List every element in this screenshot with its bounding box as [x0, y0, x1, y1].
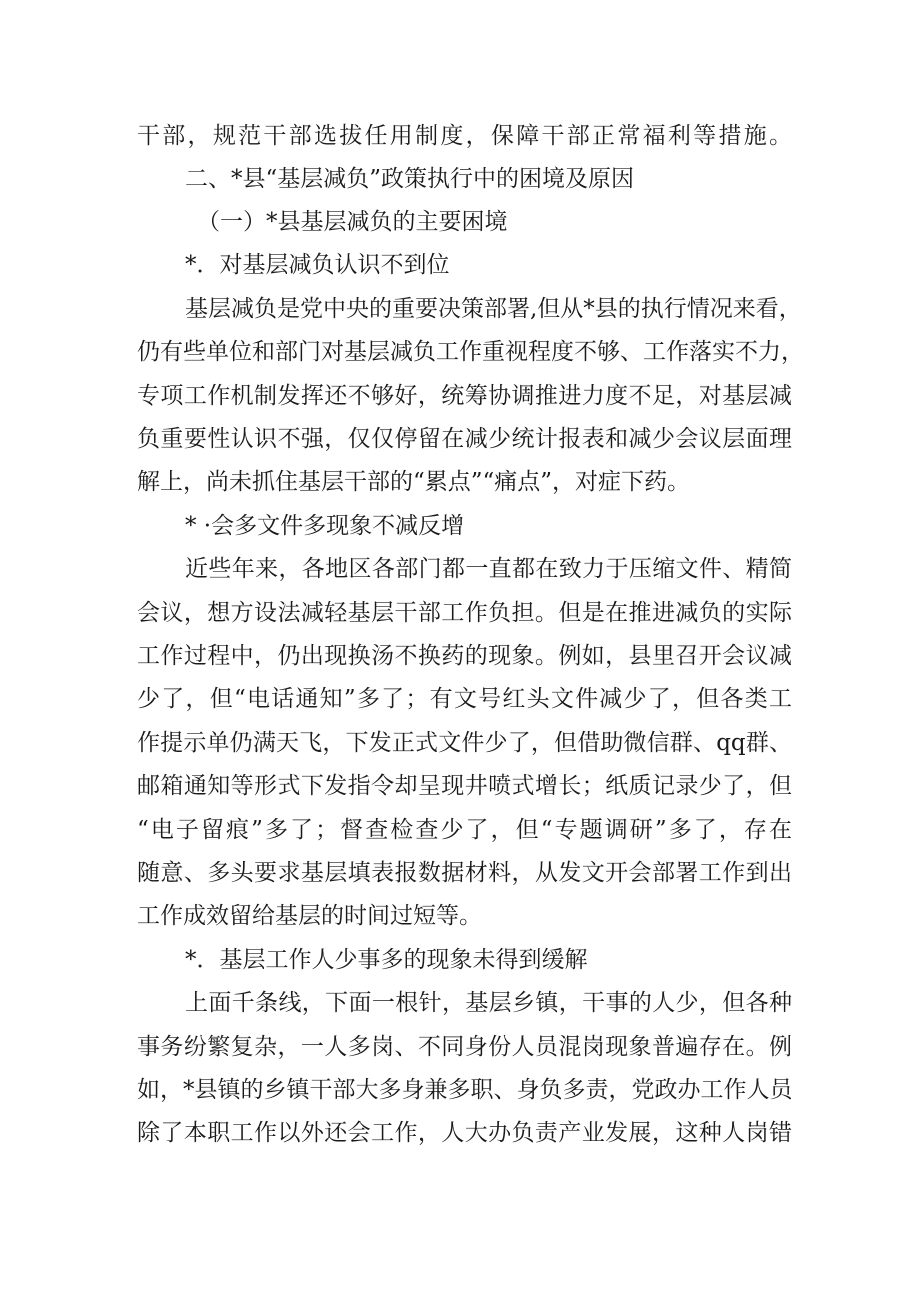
text-line: “电子留痕”多了；督查检查少了，但“专题调研”多了，存在 — [137, 817, 792, 843]
section-heading: 二、*县“基层减负”政策执行中的困境及原因 — [185, 166, 635, 192]
text-line: 邮箱通知等形式下发指令却呈现井喷式增长；纸质记录少了，但 — [137, 773, 792, 799]
text-line: 随意、多头要求基层填表报数据材料，从发文开会部署工作到出 — [137, 860, 792, 886]
text-line: 除了本职工作以外还会工作，人大办负责产业发展，这种人岗错 — [137, 1120, 792, 1146]
text-line: 解上，尚未抓住基层干部的“累点”“痛点”，对症下药。 — [137, 469, 691, 495]
text-line: 少了，但“电话通知”多了；有文号红头文件减少了，但各类工 — [137, 686, 792, 712]
text-line: 作提示单仍满天飞，下发正式文件少了，但借助微信群、qq群、 — [137, 730, 792, 756]
subsection-heading: （一）*县基层减负的主要困境 — [197, 209, 508, 235]
paragraph-first-line: 近些年来，各地区各部门都一直都在致力于压缩文件、精简 — [185, 556, 792, 582]
text-line: 工作过程中，仍出现换汤不换药的现象。例如，县里召开会议减 — [137, 643, 792, 669]
item-heading: *．对基层减负认识不到位 — [185, 252, 450, 278]
text-line: 事务纷繁复杂，一人多岗、不同身份人员混岗现象普遍存在。例 — [137, 1034, 792, 1060]
text-line: 专项工作机制发挥还不够好，统筹协调推进力度不足，对基层减 — [137, 383, 792, 409]
item-heading: * ·会多文件多现象不减反增 — [185, 513, 465, 539]
paragraph-first-line: 上面千条线，下面一根针，基层乡镇，干事的人少，但各种 — [185, 990, 792, 1016]
item-heading: *．基层工作人少事多的现象未得到缓解 — [185, 947, 588, 973]
text-line: 仍有些单位和部门对基层减负工作重视程度不够、工作落实不力， — [137, 339, 804, 365]
text-line: 如，*县镇的乡镇干部大多身兼多职、身负多责，党政办工作人员 — [137, 1077, 793, 1103]
text-line: 会议，想方设法减轻基层干部工作负担。但是在推进减负的实际 — [137, 600, 792, 626]
text-line: 干部，规范干部选拔任用制度，保障干部正常福利等措施。 — [137, 123, 792, 149]
text-line: 工作成效留给基层的时间过短等。 — [137, 903, 482, 929]
paragraph-first-line: 基层减负是党中央的重要决策部署,但从*县的执行情况来看， — [185, 296, 802, 322]
text-line: 负重要性认识不强，仅仅停留在减少统计报表和减少会议层面理 — [137, 426, 792, 452]
